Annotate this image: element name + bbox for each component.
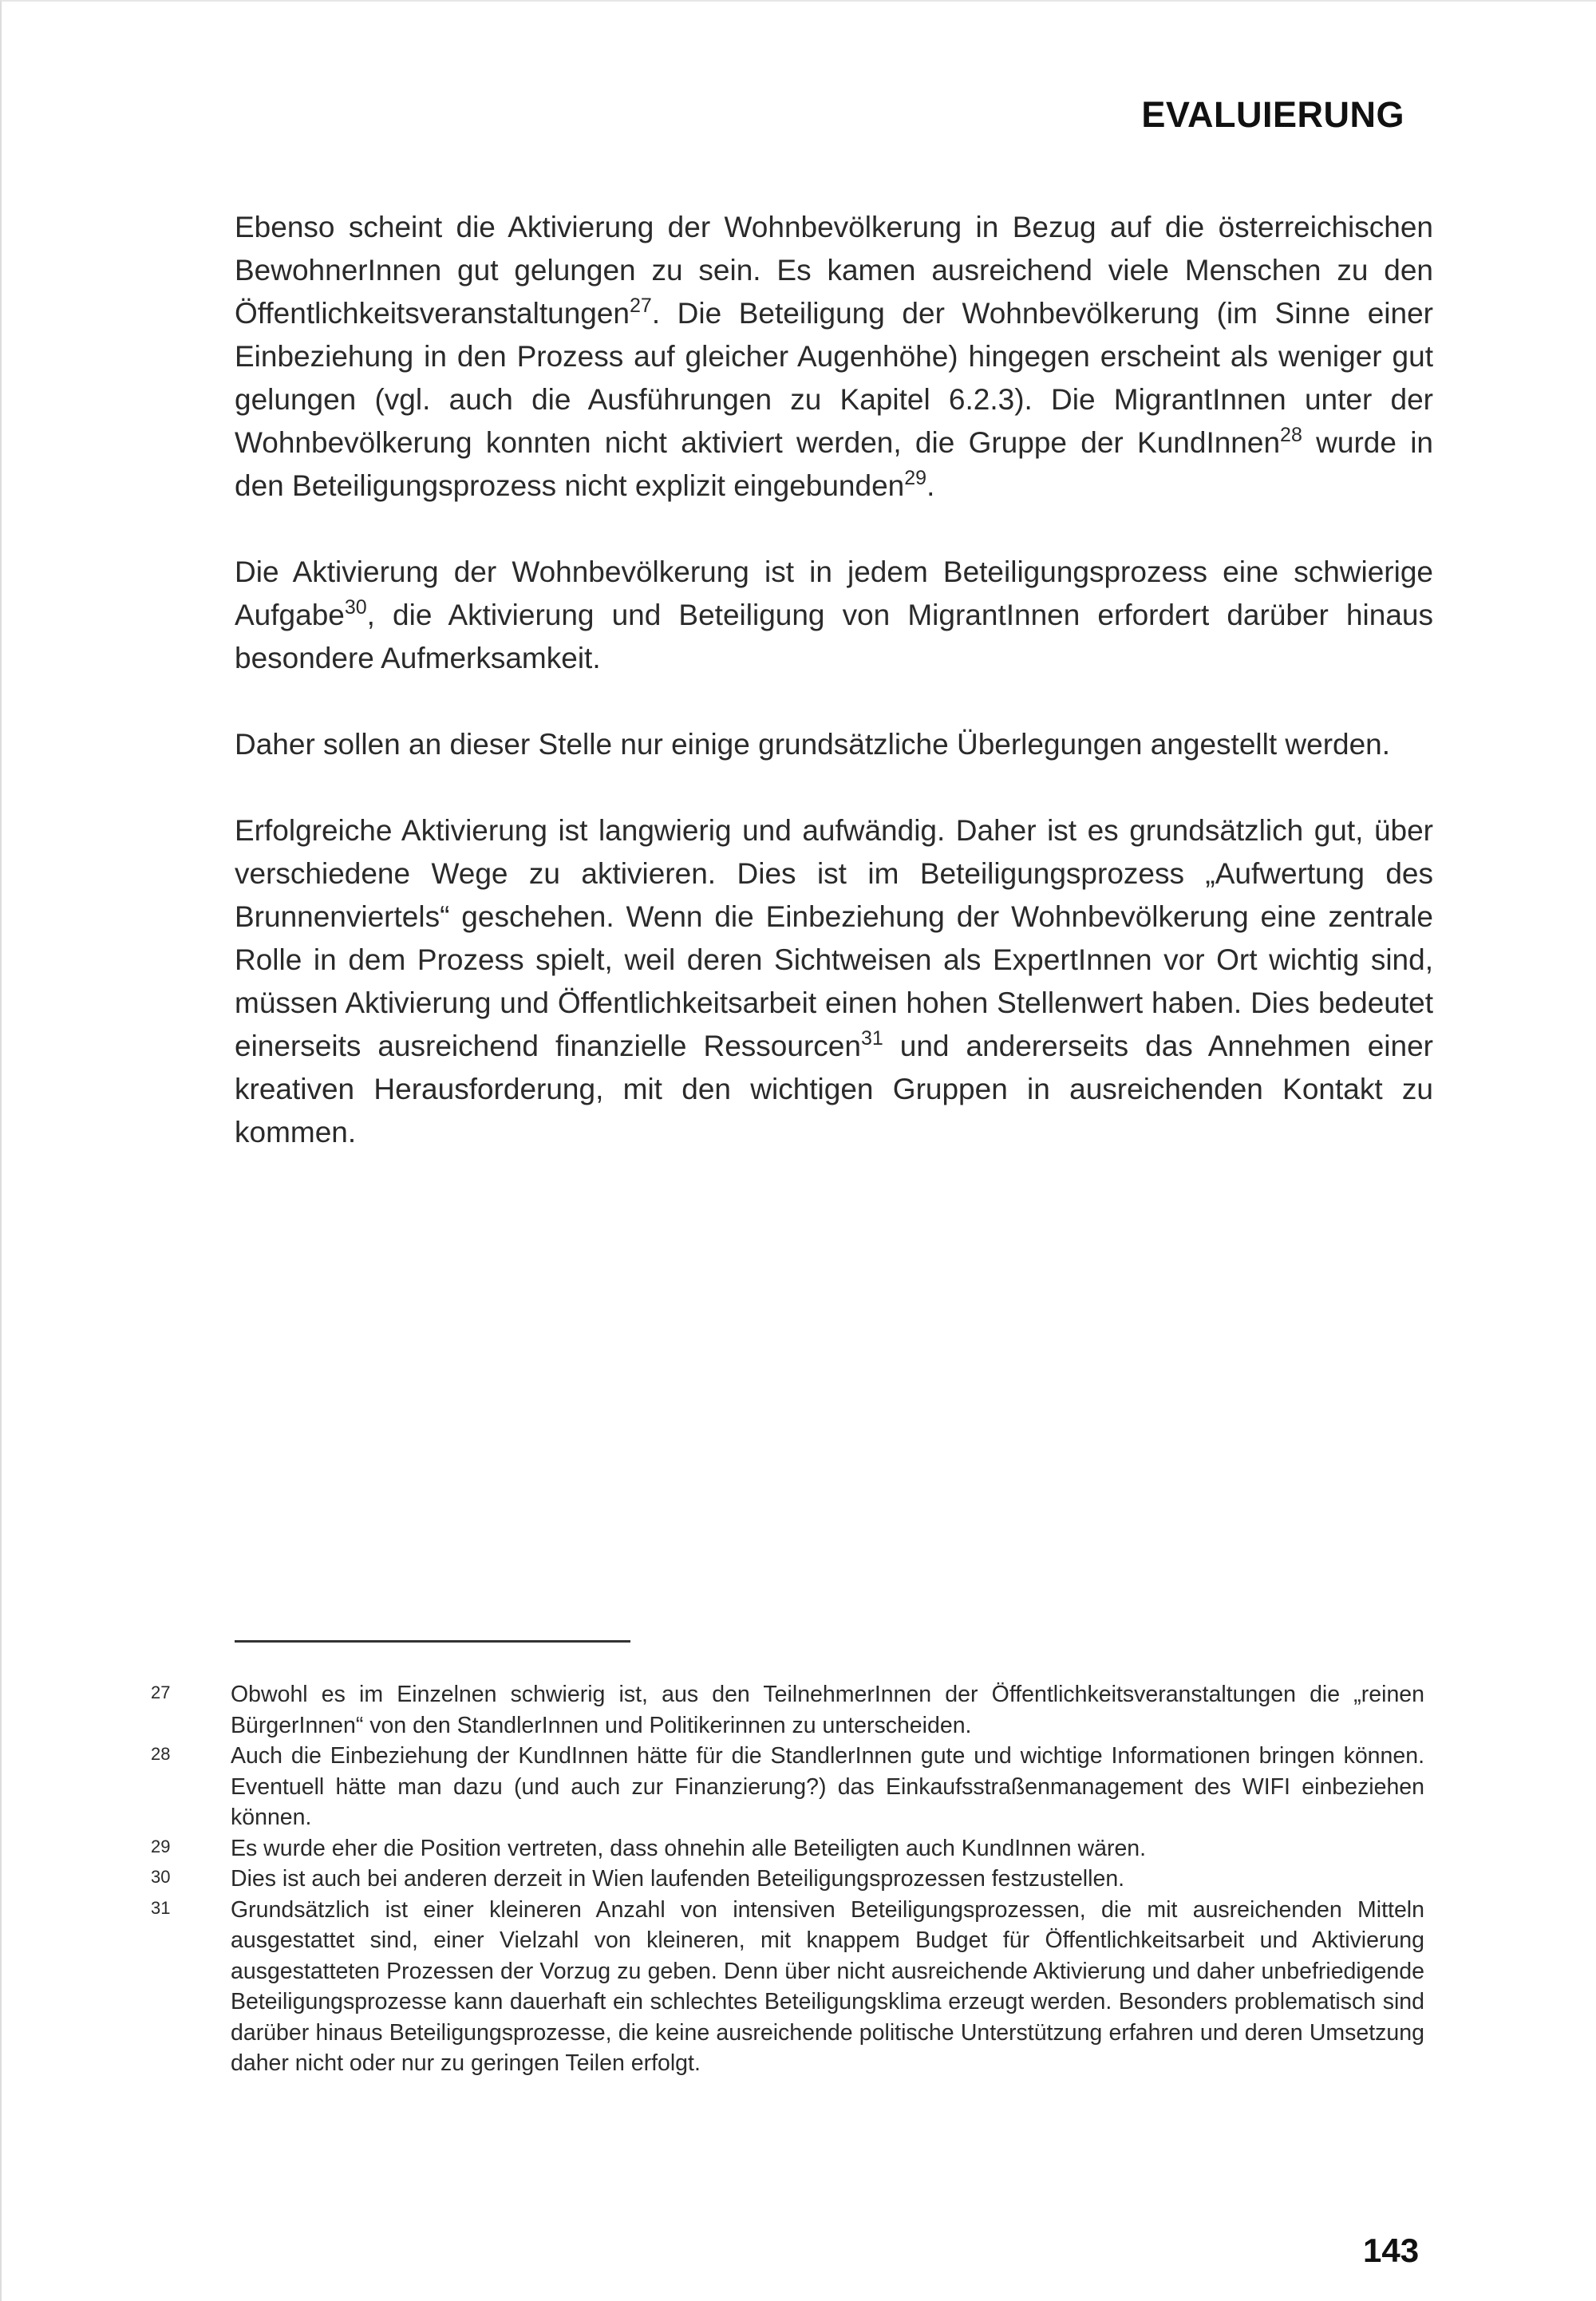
page-number: 143 xyxy=(1363,2232,1420,2269)
footnote-number: 30 xyxy=(151,1867,171,1887)
footnote-number: 28 xyxy=(151,1744,171,1764)
paragraph-text: und andererseits das Annehmen einer kreativen Herausforderung, mit den wichtigen Gruppen in ausreichenden Kontakt zu kommen. xyxy=(235,1030,1433,1149)
body-text xyxy=(235,206,1433,1197)
section-header: EVALUIERUNG xyxy=(1141,94,1404,135)
paragraph-text: Daher sollen an dieser Stelle nur einige grundsätzliche Überlegungen angestellt werden. xyxy=(235,728,1391,761)
footnote xyxy=(151,1833,1424,1864)
footnote-reference: 27 xyxy=(630,295,652,317)
footnote-number: 27 xyxy=(151,1682,171,1702)
footnote-text: Dies ist auch bei anderen derzeit in Wien laufenden Beteiligungsprozessen festzustellen. xyxy=(231,1866,1125,1892)
footnote-separator xyxy=(235,1640,630,1643)
footnote-reference: 31 xyxy=(860,1027,883,1050)
paragraph-text: Ebenso scheint die Aktivierung der Wohnbevölkerung in Bezug auf die österreichischen BewohnerInnen gut gelungen zu sein. Es kamen ausreichend viele Menschen zu den Öffentlichkeitsveranstaltungen xyxy=(235,211,1433,330)
paragraph-text: wurde in den Beteiligungsprozess nicht explizit eingebunden xyxy=(235,426,1433,502)
footnote-reference: 28 xyxy=(1280,424,1302,446)
paragraph xyxy=(235,551,1433,680)
footnote-number: 31 xyxy=(151,1897,171,1918)
footnote xyxy=(151,1864,1424,1895)
footnote-text: Es wurde eher die Position vertreten, dass ohnehin alle Beteiligten auch KundInnen wären. xyxy=(231,1835,1147,1861)
footnote xyxy=(151,1741,1424,1833)
paragraph xyxy=(235,723,1433,766)
paragraph-text: Die Aktivierung der Wohnbevölkerung ist in jedem Beteiligungsprozess eine schwierige Aufgabe xyxy=(235,555,1433,631)
footnotes xyxy=(151,1679,1424,2079)
footnote-text: Auch die Einbeziehung der KundInnen hätte für die StandlerInnen gute und wichtige Informationen bringen können. Eventuell hätte man dazu (und auch zur Finanzierung?) das Einkaufsstraßenmanagement des WIFI einbeziehen können. xyxy=(231,1743,1424,1830)
footnote-reference: 30 xyxy=(344,596,367,619)
footnote-text: Grundsätzlich ist einer kleineren Anzahl von intensiven Beteiligungsprozessen, die mit ausreichenden Mitteln ausgestattet sind, einer Vielzahl von kleineren, mit knappem Budget für Öffentlichkeitsarbeit und Aktivierung ausgestatteten Prozessen der Vorzug zu geben. Denn über nicht ausreichende Aktivierung und daher unbefriedigende Beteiligungsprozesse kann dauerhaft ein schlechtes Beteiligungsklima erzeugt werden. Besonders problematisch sind darüber hinaus Beteiligungsprozesse, die keine ausreichende politische Unterstützung erfahren und deren Umsetzung daher nicht oder nur zu geringen Teilen erfolgt. xyxy=(231,1896,1424,2076)
footnote xyxy=(151,1895,1424,2079)
paragraph-text: . Die Beteiligung der Wohnbevölkerung (im Sinne einer Einbeziehung in den Prozess auf gleicher Augenhöhe) hingegen erscheint als weniger gut gelungen (vgl. auch die Ausführungen zu Kapitel 6.2.3). Die MigrantInnen unter der Wohnbevölkerung konnten nicht aktiviert werden, die Gruppe der KundInnen xyxy=(235,297,1433,459)
paragraph-text: , die Aktivierung und Beteiligung von MigrantInnen erfordert darüber hinaus besondere Aufmerksamkeit. xyxy=(235,599,1433,674)
footnote xyxy=(151,1679,1424,1741)
paragraph-text: . xyxy=(926,469,935,502)
paragraph xyxy=(235,809,1433,1154)
paragraph xyxy=(235,206,1433,508)
footnote-number: 29 xyxy=(151,1836,171,1856)
footnote-reference: 29 xyxy=(904,467,927,489)
paragraph-text: Erfolgreiche Aktivierung ist langwierig und aufwändig. Daher ist es grundsätzlich gut, über verschiedene Wege zu aktivieren. Dies ist im Beteiligungsprozess „Aufwertung des Brunnenviertels“ geschehen. Wenn die Einbeziehung der Wohnbevölkerung eine zentrale Rolle in dem Prozess spielt, weil deren Sichtweisen als ExpertInnen vor Ort wichtig sind, müssen Aktivierung und Öffentlichkeitsarbeit einen hohen Stellenwert haben. Dies bedeutet einerseits ausreichend finanzielle Ressourcen xyxy=(235,814,1433,1062)
footnote-text: Obwohl es im Einzelnen schwierig ist, aus den TeilnehmerInnen der Öffentlichkeitsveranstaltungen die „reinen BürgerInnen“ von den StandlerInnen und Politikerinnen zu unterscheiden. xyxy=(231,1682,1424,1738)
